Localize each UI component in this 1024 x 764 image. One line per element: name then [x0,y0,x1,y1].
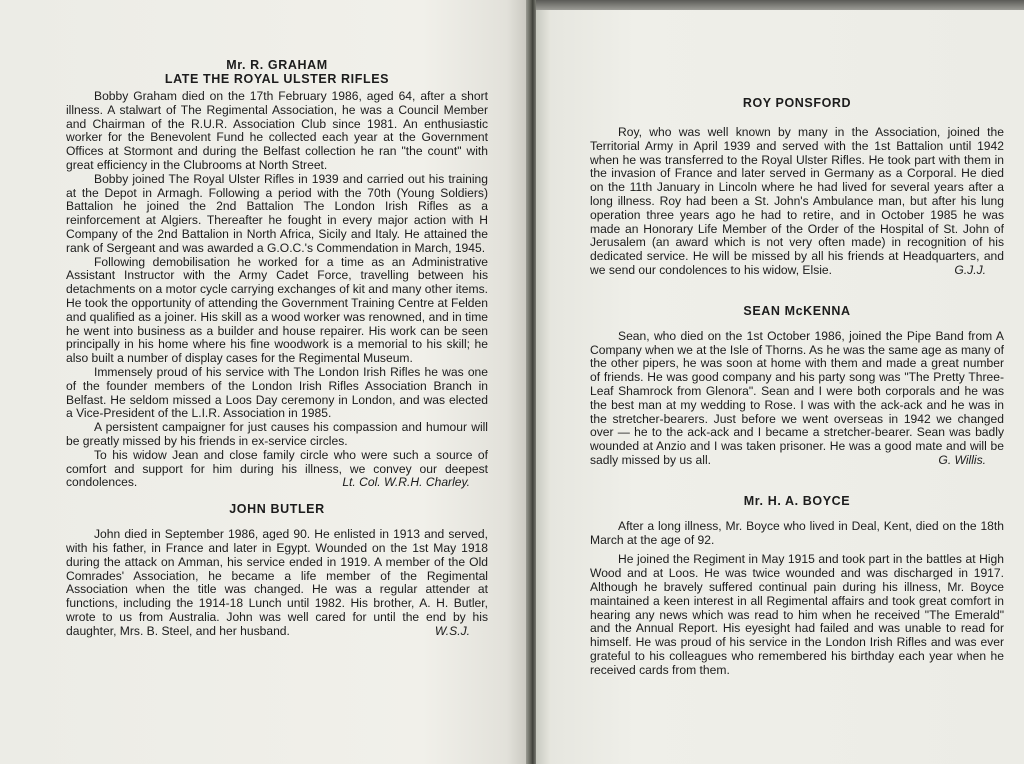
boyce-paragraph-1: After a long illness, Mr. Boyce who lived in Deal, Kent, died on the 18th March at the age of 92. [590,518,1004,547]
page-top-edge [536,0,1024,10]
mckenna-heading: SEAN McKENNA [743,303,851,318]
boyce-heading: Mr. H. A. BOYCE [743,493,851,508]
butler-paragraph [66,528,488,638]
graham-paragraph-3: Following demobilisation he worked for a time as an Administrative Assistant Instructor with the Army Cadet Force, travelling between his detachments on a motor cycle carrying exchanges of kit and many other items. He took the opportunity of attending the Government Training Centre at Felden and qualified as a joiner. His skill as a wood worker was renowned, and in time he went into business as a builder and house repairer. His work can be seen principally in his home where his fine woodwork is a memorial to his skill; he also built a number of display cases for the Regimental Museum. [66,254,488,366]
mckenna-paragraph [590,330,1004,468]
ponsford-paragraph-text: Roy, who was well known by many in the Association, joined the Territorial Army in April 1939 and served with the 1st Battalion until 1942 when he was transferred to the Royal Ulster Rifles. He took part with them in the invasion of France and later served in Germany as a Corporal. He died on the 11th January in Lincoln where he had lived for several years after a long illness. Roy had been a St. John's Ambulance man, but after his lung operation three years ago he had to retire, and in October 1985 he was made an Honorary Life Member of the Order of the Hospital of St. John of Jerusalem (an award which is not very often made) in recognition of his dedicated service. He will be missed by all his friends at Headquarters, and we send our condolences to his widow, Elsie. [590,125,1004,277]
right-page-body [590,96,1004,678]
graham-signature: Lt. Col. W.R.H. Charley. [342,475,470,490]
mckenna-paragraph-text: Sean, who died on the 1st October 1986, joined the Pipe Band from A Company when we at the Isle of Thorns. As he was the same age as many of the other pipers, he was soon at home with them and made a great number of friends. He was good company and his party song was "The Pretty Three-Leaf Shamrock from Glenora". Sean and I were both corporals and he was the best man at my wedding to Rose. I was with the ack-ack and he was in the stretcher-bearers. Just before we went overseas in 1942 we changed over — he to the ack-ack and I became a stretcher-bearer. Sean was badly wounded at Anzio and I was taken prisoner. He was a good mate and will be sadly missed by us all. [590,328,1004,467]
graham-paragraph-4: Immensely proud of his service with The London Irish Rifles he was one of the founder members of the London Irish Rifles Association Branch in Belfast. He seldom missed a Loos Day ceremony in London, and was elected a Vice-President of the L.I.R. Association in 1985. [66,364,488,421]
butler-paragraph-text: John died in September 1986, aged 90. He enlisted in 1913 and served, with his father, in France and later in Egypt. Wounded on the 1st May 1918 during the attack on Amman, his service ended in 1919. A member of the Old Comrades' Association, he became a life member of the Regimental Association when the title was changed. He was a regular attender at functions, including the 1914-18 Lunch until 1982. His brother, A. H. Butler, wrote to us from Australia. John was well cared for until the end by his daughter, Mrs. B. Steel, and her husband. [66,527,488,638]
boyce-paragraph-2: He joined the Regiment in May 1915 and took part in the battles at High Wood and at Loos. He was twice wounded and was discharged in 1917. Although he bravely suffered continual pain during his illness, Mr. Boyce maintained a keen interest in all Regimental affairs and took great comfort in hearing any news which was read to him when he received "The Emerald" and the Annual Report. His eyesight had failed and was unable to read for himself. He was proud of his service in the London Irish Rifles and was ever grateful to his colleagues who remembered his birthday each year when he received cards from them. [590,552,1004,677]
graham-paragraph-1: Bobby Graham died on the 17th February 1986, aged 64, after a short illness. A stalwart of The Regimental Association, he was a Council Member and Chairman of the R.U.R. Association Club since 1981. An enthusiastic worker for the Benevolent Fund he collected each year at the Government Offices at Stormont and during the Belfast collection he ran "the count" with great efficiency in the Clubrooms at North Street. [66,89,488,172]
graham-heading-regiment: LATE THE ROYAL ULSTER RIFLES [164,72,390,86]
ponsford-heading: ROY PONSFORD [742,96,852,110]
butler-heading: JOHN BUTLER [229,502,325,517]
left-page-body [66,58,488,638]
graham-heading-name: Mr. R. GRAHAM [226,58,328,72]
mckenna-signature: G. Willis. [938,452,986,467]
ponsford-paragraph [590,126,1004,278]
graham-paragraph-2: Bobby joined The Royal Ulster Rifles in 1939 and carried out his training at the Depot in Armagh. Following a period with the 70th (Young Soldiers) Battalion he joined the 2nd Battalion The London Irish Rifles as a reinforcement at Algiers. Thereafter he fought in every major action with H Company of the 2nd Battalion in North Africa, Sicily and Italy. He attained the rank of Sergeant and was awarded a G.O.C.'s Commendation in March, 1945. [66,171,488,255]
graham-paragraph-5: A persistent campaigner for just causes his compassion and humour will be greatly missed by his friends in ex-service circles. [66,420,488,448]
graham-paragraph-6 [66,449,488,490]
ponsford-signature: G.J.J. [954,262,986,277]
right-page [536,0,1024,764]
butler-signature: W.S.J. [434,623,470,638]
graham-paragraph-6-text: To his widow Jean and close family circle who were such a source of comfort and support for him during his illness, we convey our deepest condolences. [66,447,488,490]
